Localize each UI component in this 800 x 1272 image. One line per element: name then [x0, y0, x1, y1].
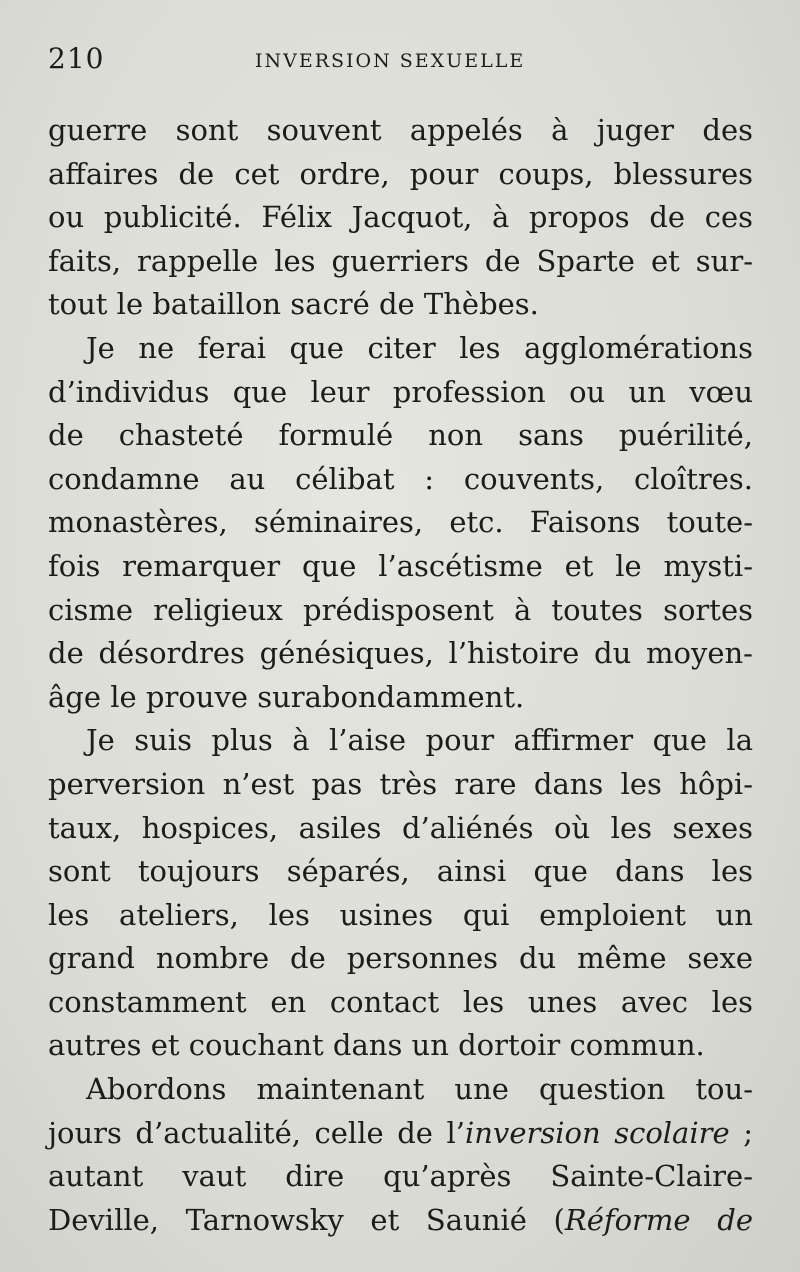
page-number: 210: [48, 42, 105, 75]
page-header: [48, 42, 753, 82]
text-line-15: Je suis plus à l’aise pour affirmer que la: [86, 723, 753, 758]
text-line-5: tout le bataillon sacré de Thèbes.: [48, 287, 539, 322]
text-line-21: constamment en contact les unes avec les: [48, 984, 753, 1019]
text-line-2: affaires de cet ordre, pour coups, blessures: [48, 156, 753, 191]
text-line-13: de désordres génésiques, l’histoire du moyen-: [48, 636, 753, 671]
text-line-10: monastères, séminaires, etc. Faisons toute-: [48, 505, 753, 540]
text-line-22: autres et couchant dans un dortoir commun.: [48, 1028, 705, 1063]
text-line-3: ou publicité. Félix Jacquot, à propos de ces: [48, 200, 753, 235]
text-line-9: condamne au célibat : couvents, cloîtres.: [48, 461, 753, 496]
text-line-6: Je ne ferai que citer les agglomérations: [86, 330, 753, 365]
italic-term: inversion scolaire: [464, 1115, 730, 1150]
text-line-16: perversion n’est pas très rare dans les hôpi-: [48, 766, 753, 801]
text-line-19: les ateliers, les usines qui emploient un: [48, 897, 753, 932]
text-line-24: [48, 1112, 753, 1156]
text-line-17: taux, hospices, asiles d’aliénés où les sexes: [48, 810, 753, 845]
text-line-12: cisme religieux prédisposent à toutes sortes: [48, 592, 753, 627]
text-line-1: guerre sont souvent appelés à juger des: [48, 113, 753, 147]
text-line-26-start: Deville, Tarnowsky et Saunié (: [48, 1202, 565, 1237]
text-line-11: fois remarquer que l’ascétisme et le mysti-: [48, 548, 753, 583]
text-line-7: d’individus que leur profession ou un vœu: [48, 374, 753, 409]
text-line-24-start: jours d’actualité, celle de l’: [48, 1115, 465, 1150]
text-line-8: de chasteté formulé non sans puérilité,: [48, 418, 753, 453]
text-line-14: âge le prouve surabondamment.: [48, 679, 525, 714]
text-line-4: faits, rappelle les guerriers de Sparte et sur-: [48, 243, 753, 278]
text-line-25: autant vaut dire qu’après Sainte-Claire-: [48, 1159, 753, 1194]
italic-title: Réforme de: [564, 1202, 753, 1237]
text-line-23: Abordons maintenant une question tou-: [86, 1072, 753, 1107]
running-head: INVERSION SEXUELLE: [255, 50, 526, 72]
body-text: [48, 109, 753, 1242]
text-line-24-end: ;: [729, 1115, 753, 1150]
text-line-18: sont toujours séparés, ainsi que dans les: [48, 854, 753, 889]
text-line-26: [48, 1199, 753, 1243]
text-line-20: grand nombre de personnes du même sexe: [48, 941, 753, 976]
